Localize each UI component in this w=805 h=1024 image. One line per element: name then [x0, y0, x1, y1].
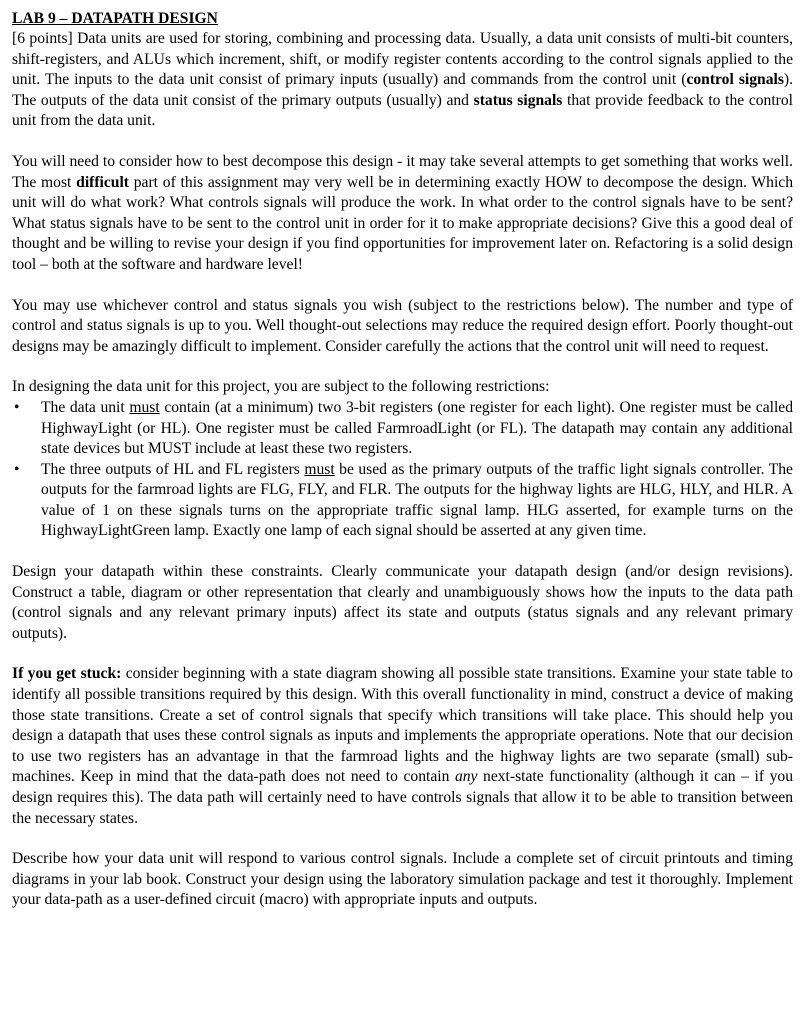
design-paragraph: Design your datapath within these constraints. Clearly communicate your datapath design (and/or design revisions). Construct a table, diagram or other representation that clearly and unambiguously shows how the inputs to the data path (control signals and any relevant primary inputs) affect its state and outputs (status signals and any relevant primary outputs). — [12, 563, 793, 642]
decompose-paragraph — [12, 152, 793, 276]
intro-text-2: ). The outputs of the data unit consist of the primary outputs (usually) and — [12, 71, 793, 109]
paragraph-gap — [12, 644, 793, 664]
intro-text-1: Data units are used for storing, combining and processing data. Usually, a data unit consists of multi-bit counters, shift-registers, and ALUs which increment, shift, or modify register contents according to the control signals applied to the unit. The inputs to the data unit consist of primary inputs (usually) and commands from the control unit ( — [12, 30, 793, 89]
signals-paragraph: You may use whichever control and status signals you wish (subject to the restrictions below). The number and type of control and status signals is up to you. Well thought-out selections may reduce the required design effort. Poorly thought-out designs may be amazingly difficult to implement. Consider carefully the actions that the control unit will need to request. — [12, 296, 793, 355]
paragraph-gap — [12, 542, 793, 562]
bullet-icon: • — [14, 398, 20, 416]
paragraph-gap — [12, 829, 793, 849]
points-label: [6 points] — [12, 30, 73, 47]
decompose-text-1: You will need to consider how to best decompose this design - it may take several attempts to get something that works well. The most — [12, 152, 793, 191]
paragraph-gap — [12, 132, 793, 152]
decompose-text-2: part of this assignment may very well be in determining exactly HOW to decompose the design. Which unit will do what work? What controls signals will produce the work. In what order to the control signals have to be sent? What status signals have to be sent to the control unit in order for it to make appropriate decisions? Give this a good deal of thought and be willing to revise your design if you find opportunities for improvement later on. Refactoring is a solid design tool – both at the software and hardware level! — [12, 173, 793, 273]
restrictions-list — [12, 398, 793, 542]
must-emphasis: must — [304, 460, 335, 478]
any-emphasis: any — [454, 768, 478, 786]
restriction-1-text-1: The data unit — [41, 398, 130, 416]
stuck-text-2: next-state functionality (although it can – if you design requires this). The data path will certainly need to have controls signals that allow it to be able to transition between the necessary states. — [12, 768, 793, 827]
must-emphasis: must — [129, 398, 160, 416]
restriction-1-text-2: contain (at a minimum) two 3-bit registers (one register for each light). One register must be called HighwayLight (or HL). One register must be called FarmroadLight (or FL). The datapath may contain any additional state devices but MUST include at least these two registers. — [41, 398, 794, 458]
bullet-icon: • — [14, 460, 20, 478]
paragraph-gap — [12, 357, 793, 377]
restrictions-intro: In designing the data unit for this project, you are subject to the following restrictions: — [12, 378, 550, 396]
restriction-2-text-2: be used as the primary outputs of the traffic light signals controller. The outputs for the farmroad lights are FLG, FLY, and FLR. The outputs for the highway lights are HLG, HLY, and HLR. A value of 1 on these signals turns on the appropriate traffic signal lamp. HLG asserted, for example turns on the HighwayLightGreen lamp. Exactly one lamp of each signal should be asserted at any given time. — [41, 460, 793, 540]
lab-title: LAB 9 – DATAPATH DESIGN — [12, 10, 218, 27]
difficult-term: difficult — [76, 173, 129, 191]
restriction-item-outputs — [12, 460, 793, 542]
intro-paragraph — [12, 29, 793, 132]
intro-text-3: that provide feedback to the control unit from the data unit. — [12, 91, 794, 130]
control-signals-term: control signals — [686, 71, 784, 89]
restriction-item-registers — [12, 398, 793, 460]
status-signals-term: status signals — [473, 91, 563, 109]
restriction-2-text-1: The three outputs of HL and FL registers — [41, 460, 305, 478]
stuck-text-1: consider beginning with a state diagram showing all possible state transitions. Examine your state table to identify all possible transitions required by this design. With this overall functionality in mind, construct a device of making those state transitions. Create a set of control signals that specify which transitions will take place. This should help you design a datapath that uses these control signals as inputs and implements the appropriate operations. Note that our decision to use two registers has an advantage in that the farmroad lights and the highway lights are two separate (small) sub-machines. Keep in mind that the data-path does not need to contain — [12, 665, 793, 786]
stuck-heading: If you get stuck: — [12, 665, 122, 683]
describe-paragraph: Describe how your data unit will respond to various control signals. Include a complete set of circuit printouts and timing diagrams in your lab book. Construct your design using the laboratory simulation package and test it thoroughly. Implement your data-path as a user-defined circuit (macro) with appropriate inputs and outputs. — [12, 850, 793, 909]
paragraph-gap — [12, 276, 793, 296]
stuck-paragraph — [12, 664, 793, 829]
